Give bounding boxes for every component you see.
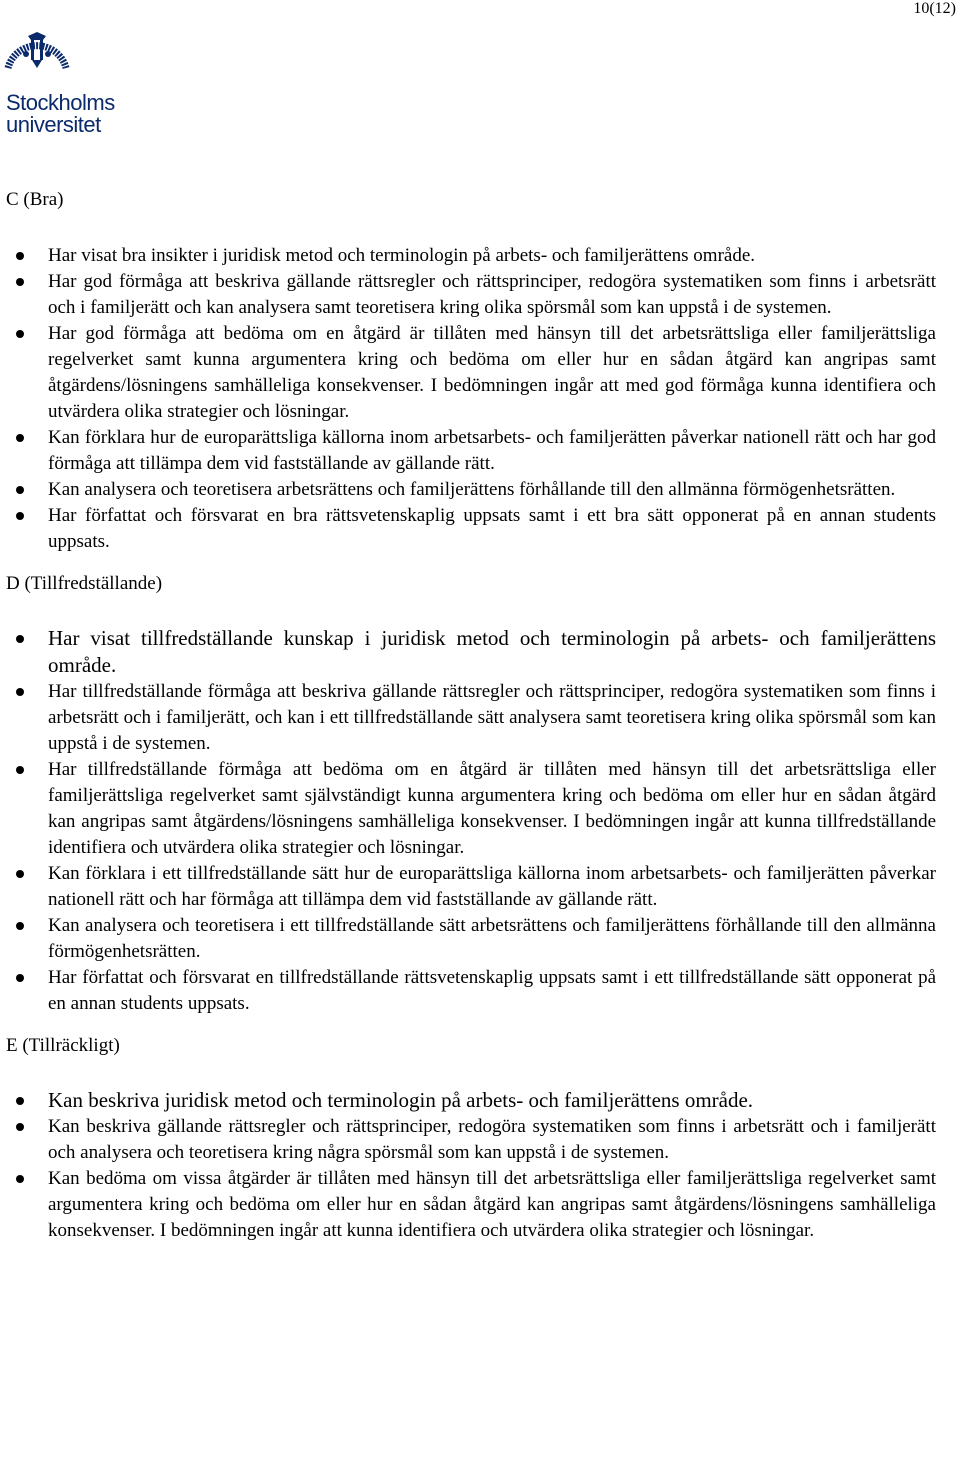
logo-line-1: Stockholms bbox=[6, 90, 115, 115]
list-item: Har tillfredställande förmåga att bedöma om en åtgärd är tillåten med hänsyn till det arbetsrättsliga eller familjerättsliga regelverket samt självständigt kunna argumentera kring och bedöma om eller hur en sådan åtgärd kan angripas samt åtgärdens/lösningens samhälleliga konsekvenser. I bedömningen ingår att kunna tillfredställande identifiera och utvärdera olika strategier och lösningar. bbox=[6, 757, 936, 861]
list-item: Har god förmåga att beskriva gällande rättsregler och rättsprinciper, redogöra systematiken som finns i arbetsrätt och i familjerätt och kan analysera samt teoretisera kring olika spörsmål som kan uppstå i de systemen. bbox=[6, 269, 936, 321]
bullet-icon bbox=[16, 1175, 24, 1183]
list-item: Kan analysera och teoretisera arbetsrättens och familjerättens förhållande till den allmänna förmögenhetsrätten. bbox=[6, 477, 936, 503]
bullet-icon bbox=[16, 330, 24, 338]
criteria-list-c bbox=[6, 243, 936, 555]
list-item: Kan analysera och teoretisera i ett tillfredställande sätt arbetsrättens och familjerättens förhållande till den allmänna förmögenhetsrätten. bbox=[6, 913, 936, 965]
university-logo bbox=[2, 30, 132, 137]
bullet-icon bbox=[16, 512, 24, 520]
list-item: Har tillfredställande förmåga att beskriva gällande rättsregler och rättsprinciper, redogöra systematiken som finns i arbetsrätt och i familjerätt, och kan i ett tillfredställande sätt analysera samt teoretisera kring olika spörsmål som kan uppstå i de systemen. bbox=[6, 679, 936, 757]
university-seal-icon bbox=[2, 30, 72, 70]
bullet-icon bbox=[16, 486, 24, 494]
bullet-icon bbox=[16, 870, 24, 878]
logo-line-2: universitet bbox=[6, 112, 101, 137]
list-item: Har god förmåga att bedöma om en åtgärd är tillåten med hänsyn till det arbetsrättsliga eller familjerättsliga regelverket samt kunna argumentera kring och bedöma om eller hur en sådan åtgärd kan angripas samt åtgärdens/lösningens samhälleliga konsekvenser. I bedömningen ingår att med god förmåga kunna identifiera och utvärdera olika strategier och lösningar. bbox=[6, 321, 936, 425]
list-item: Har författat och försvarat en tillfredställande rättsvetenskaplig uppsats samt i ett tillfredställande sätt opponerat på en annan students uppsats. bbox=[6, 965, 936, 1017]
list-item: Kan förklara hur de europarättsliga källorna inom arbetsarbets- och familjerätten påverkar nationell rätt och har god förmåga att tillämpa dem vid fastställande av gällande rätt. bbox=[6, 425, 936, 477]
bullet-icon bbox=[16, 252, 24, 260]
section-heading-e: E (Tillräckligt) bbox=[6, 1035, 120, 1056]
page-number: 10(12) bbox=[913, 0, 956, 17]
list-item: Kan beskriva juridisk metod och terminologin på arbets- och familjerättens område. bbox=[6, 1087, 936, 1114]
bullet-icon bbox=[16, 766, 24, 774]
bullet-icon bbox=[16, 1123, 24, 1131]
bullet-icon bbox=[16, 1097, 24, 1105]
logo-wordmark bbox=[6, 92, 115, 136]
list-item: Kan bedöma om vissa åtgärder är tillåten med hänsyn till det arbetsrättsliga eller familjerättsliga regelverket samt argumentera kring och bedöma om eller hur en sådan åtgärd kan angripas samt åtgärdens/lösningens samhälleliga konsekvenser. I bedömningen ingår att kunna identifiera och utvärdera olika strategier och lösningar. bbox=[6, 1166, 936, 1244]
criteria-list-e bbox=[6, 1087, 936, 1244]
section-heading-d: D (Tillfredställande) bbox=[6, 573, 163, 594]
section-heading-c: C (Bra) bbox=[6, 189, 64, 210]
list-item: Har visat tillfredställande kunskap i juridisk metod och terminologin på arbets- och familjerättens område. bbox=[6, 625, 936, 679]
bullet-icon bbox=[16, 922, 24, 930]
list-item: Kan beskriva gällande rättsregler och rättsprinciper, redogöra systematiken som finns i arbetsrätt och i familjerätt och analysera och teoretisera kring några spörsmål som kan uppstå i de systemen. bbox=[6, 1114, 936, 1166]
list-item: Har visat bra insikter i juridisk metod och terminologin på arbets- och familjerättens område. bbox=[6, 243, 936, 269]
bullet-icon bbox=[16, 278, 24, 286]
bullet-icon bbox=[16, 434, 24, 442]
list-item: Har författat och försvarat en bra rättsvetenskaplig uppsats samt i ett bra sätt opponerat på en annan students uppsats. bbox=[6, 503, 936, 555]
bullet-icon bbox=[16, 974, 24, 982]
criteria-list-d bbox=[6, 625, 936, 1017]
grading-criteria bbox=[6, 187, 936, 1244]
bullet-icon bbox=[16, 688, 24, 696]
bullet-icon bbox=[16, 635, 24, 643]
list-item: Kan förklara i ett tillfredställande sätt hur de europarättsliga källorna inom arbetsarbets- och familjerätten påverkar nationell rätt och har förmåga att tillämpa dem vid fastställande av gällande rätt. bbox=[6, 861, 936, 913]
